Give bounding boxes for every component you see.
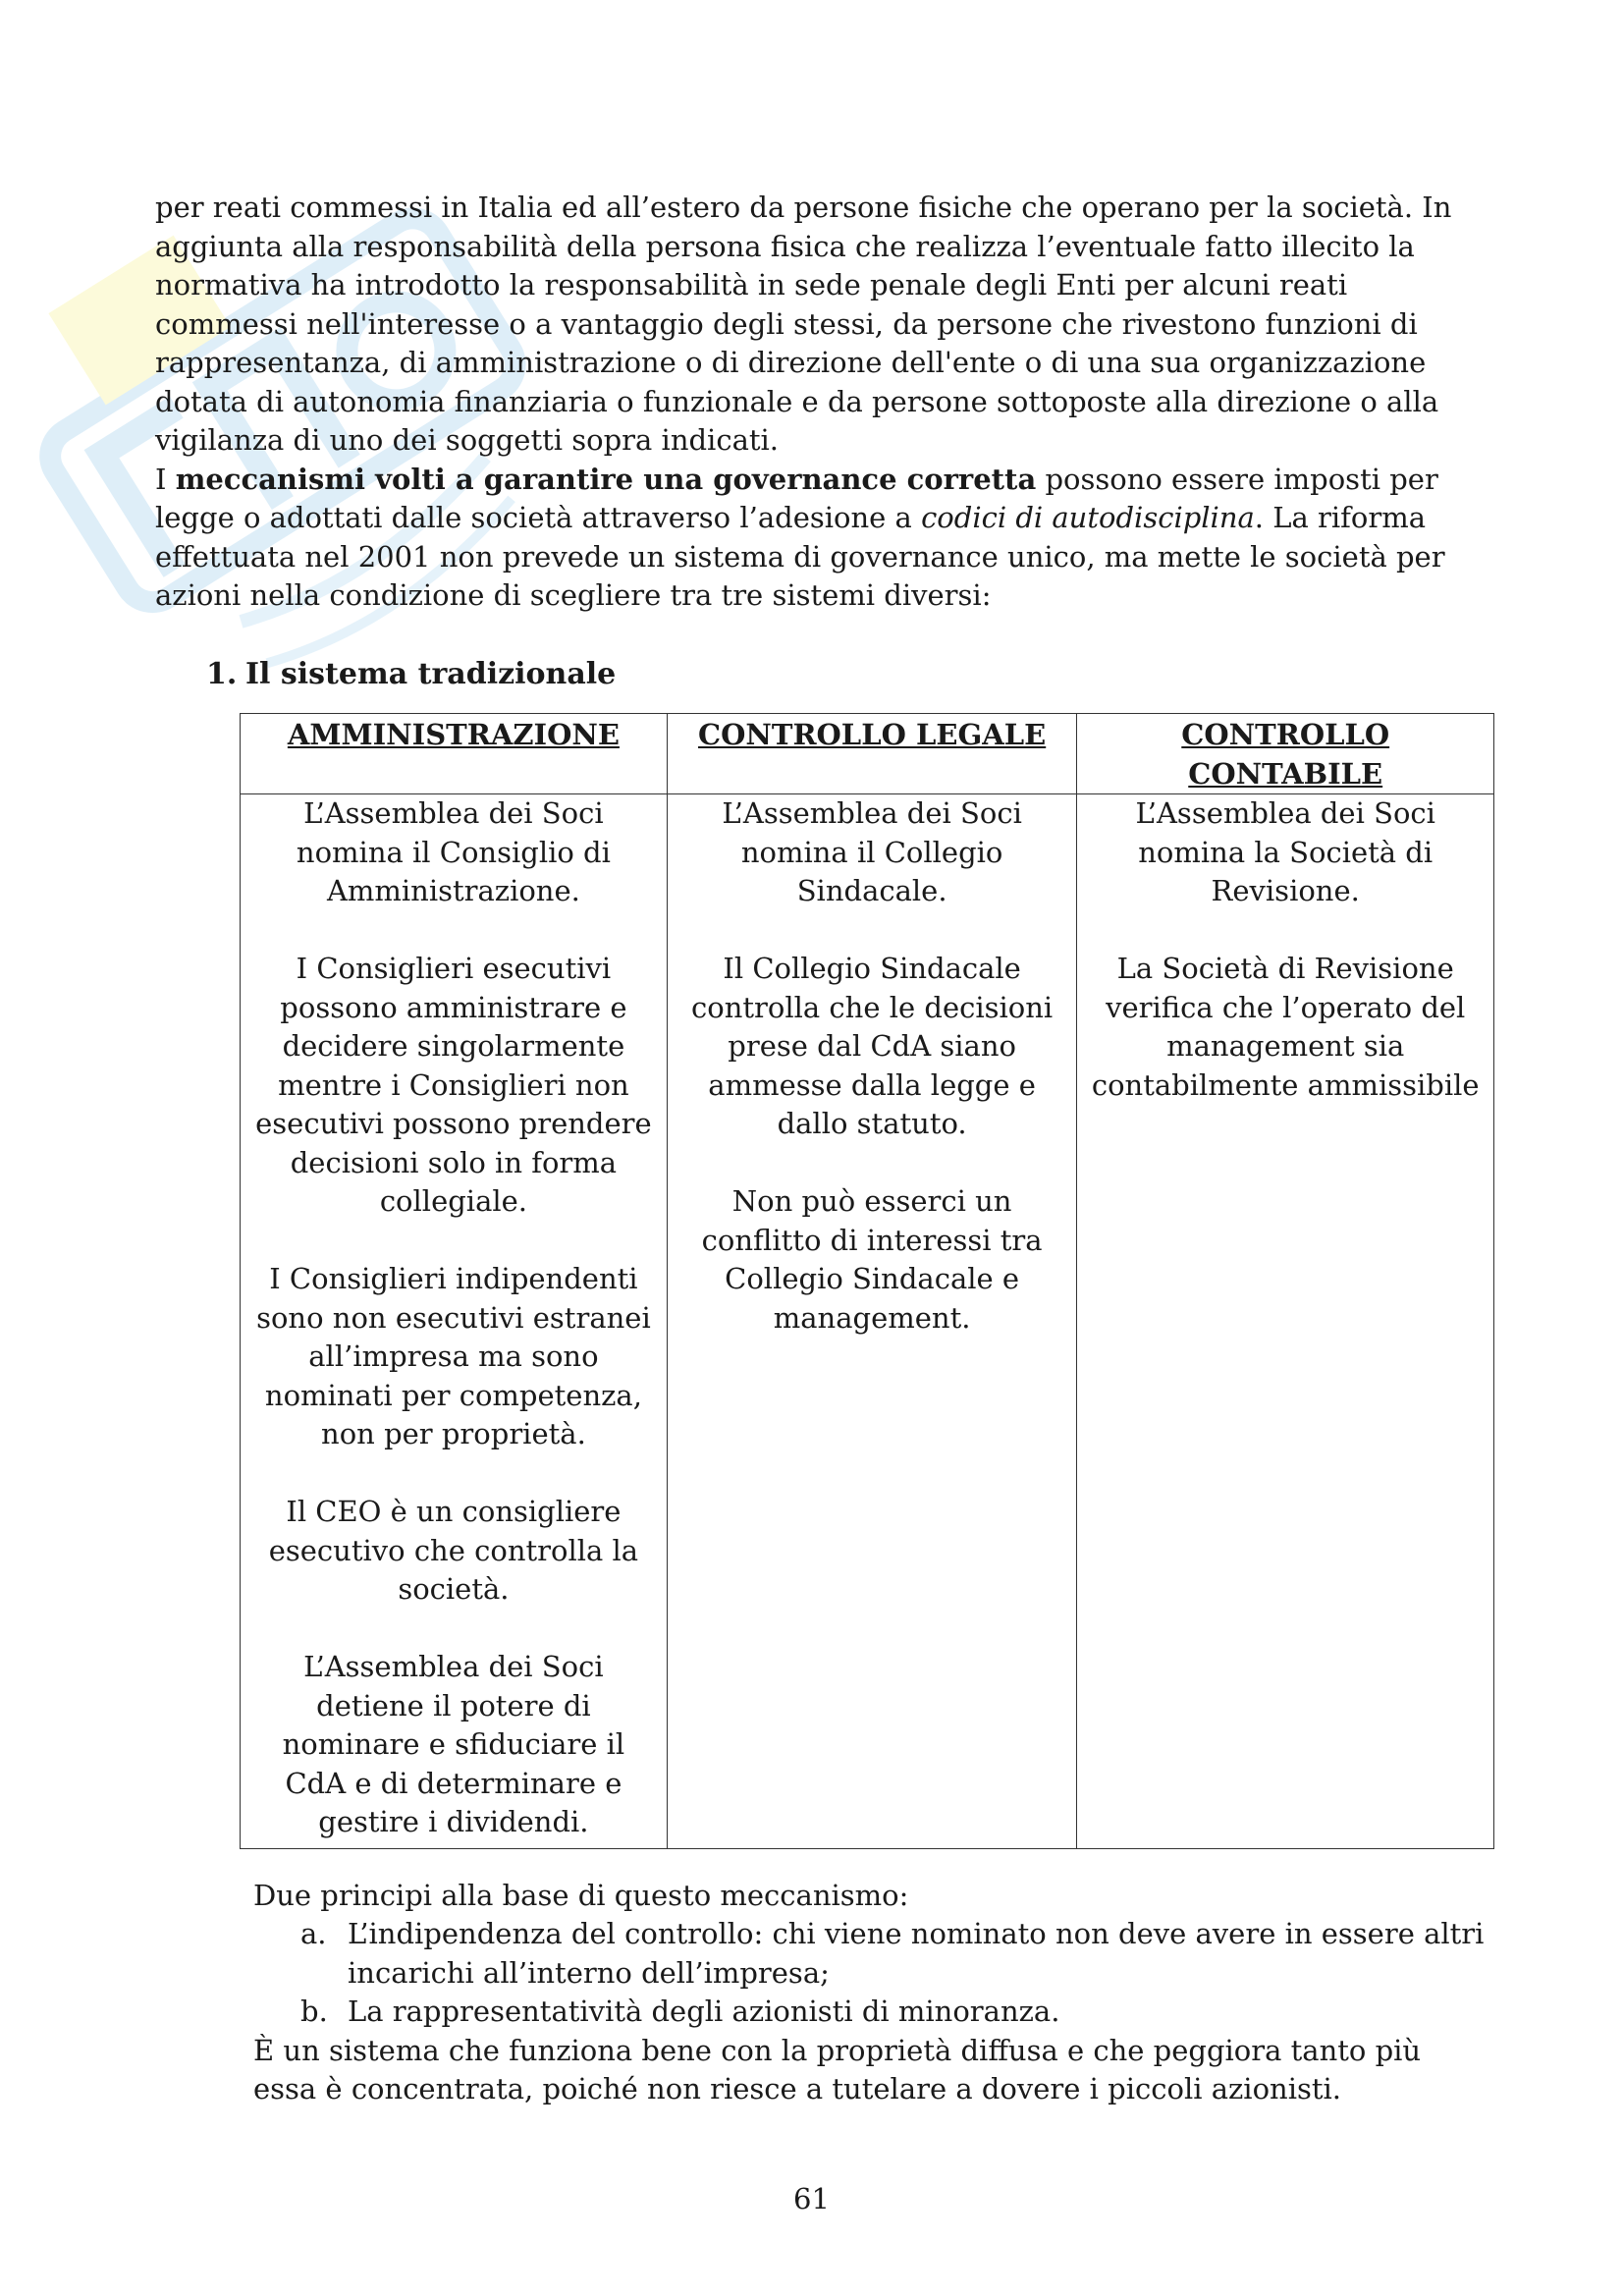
page-content [155,189,1490,2109]
principles-conclusion: È un sistema che funziona bene con la proprietà diffusa e che peggiora tanto più essa è concentrata, poiché non riesce a tutelare a dovere i piccoli azionisti. [253,2033,1422,2105]
governance-mid: possono essere imposti per legge o adottati dalle società attraverso l’adesione a [155,462,1438,534]
cell-paragraph: I Consiglieri indipendenti sono non esecutivi estranei all’impresa ma sono nominati per competenza, non per proprietà. [256,1262,651,1450]
list-text: L’indipendenza del controllo: chi viene nominato non deve avere in essere altri incarichi all’interno dell’impresa; [348,1917,1485,1990]
principles-section [253,1877,1490,2109]
section-heading [206,655,1490,694]
cell-paragraph: Il Collegio Sindacale controlla che le decisioni prese dal CdA siano ammesse dalla legge e dallo statuto. [691,952,1054,1140]
table-header-row [241,714,1494,794]
intro-paragraph: per reati commessi in Italia ed all’estero da persone fisiche che operano per la società. In aggiunta alla responsabilità della persona fisica che realizza l’eventuale fatto illecito la normativa ha introdotto la responsabilità in sede penale degli Enti per alcuni reati commessi nell'interesse o a vantaggio degli stessi, da persone che rivestono funzioni di rappresentanza, di amministrazione o di direzione dell'ente o di una sua organizzazione dotata di autonomia finanziaria o funzionale e da persone sottoposte alla direzione o alla vigilanza di uno dei soggetti sopra indicati. [155,191,1452,457]
cell-paragraph: L’Assemblea dei Soci nomina la Società di Revisione. [1135,796,1435,907]
list-marker: a. [300,1917,327,1950]
governance-tail: . La riforma effettuata nel 2001 non prevede un sistema di governance unico, ma mette le società per azioni nella condizione di scegliere tra tre sistemi diversi: [155,501,1445,612]
list-marker: b. [300,1995,328,2028]
section-title: Il sistema tradizionale [245,656,617,691]
governance-paragraph [155,461,1490,616]
section-number: 1. [206,656,238,691]
header-controllo-legale: CONTROLLO LEGALE [667,714,1077,794]
cell-paragraph: L’Assemblea dei Soci nomina il Consiglio di Amministrazione. [296,796,611,907]
cell-paragraph: I Consiglieri esecutivi possono amministrare e decidere singolarmente mentre i Consiglieri non esecutivi possono prendere decisioni solo in forma collegiale. [255,952,652,1218]
governance-italic-text: codici di autodisciplina [921,501,1255,534]
list-text: La rappresentatività degli azionisti di minoranza. [348,1995,1060,2028]
governance-table [240,713,1494,1849]
cell-controllo-legale [667,794,1077,1849]
cell-controllo-contabile [1077,794,1494,1849]
governance-bold-text: meccanismi volti a garantire una governance corretta [175,462,1037,496]
header-amministrazione: AMMINISTRAZIONE [241,714,668,794]
principles-intro: Due principi alla base di questo meccanismo: [253,1878,909,1912]
cell-paragraph: L’Assemblea dei Soci nomina il Collegio Sindacale. [722,796,1022,907]
cell-paragraph: Non può esserci un conflitto di interessi tra Collegio Sindacale e management. [701,1184,1043,1335]
header-controllo-contabile: CONTROLLO CONTABILE [1077,714,1494,794]
list-item [300,1993,1490,2032]
list-item [300,1915,1490,1993]
cell-paragraph: La Società di Revisione verifica che l’operato del management sia contabilmente ammissibile [1091,952,1480,1102]
cell-paragraph: L’Assemblea dei Soci detiene il potere di nominare e sfiduciare il CdA e di determinare e gestire i dividendi. [282,1650,625,1838]
governance-lead: I [155,462,176,496]
cell-paragraph: Il CEO è un consigliere esecutivo che controlla la società. [268,1495,639,1606]
cell-amministrazione [241,794,668,1849]
page-number: 61 [793,2182,830,2215]
table-row [241,794,1494,1849]
